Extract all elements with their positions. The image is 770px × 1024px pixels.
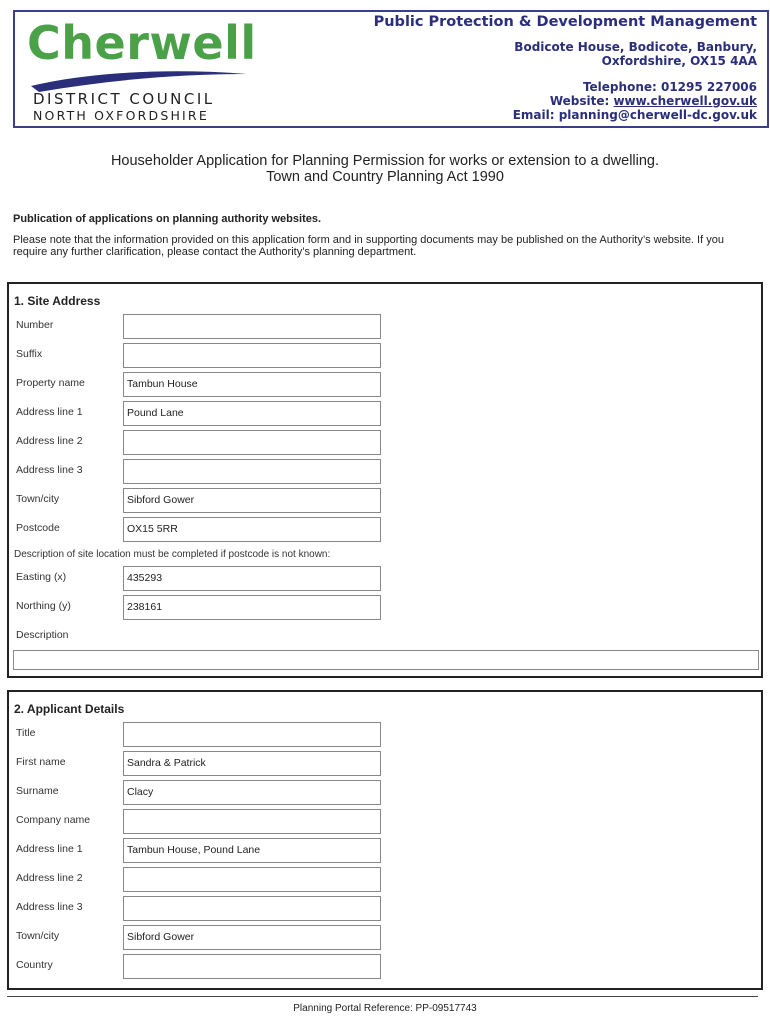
applicant-address-line-2-field[interactable] <box>123 867 381 892</box>
description-field[interactable] <box>13 650 759 670</box>
address-line-1: Bodicote House, Bodicote, Banbury, <box>514 40 757 54</box>
form-row <box>9 314 761 339</box>
cherwell-logo: Cherwell <box>27 16 257 70</box>
applicant-address-line-1-field[interactable]: Tambun House, Pound Lane <box>123 838 381 863</box>
field-label: Town/city <box>16 930 60 942</box>
easting-field[interactable]: 435293 <box>123 566 381 591</box>
form-row <box>9 954 761 979</box>
address-line-3-field[interactable] <box>123 459 381 484</box>
form-row <box>9 595 761 620</box>
field-label: Address line 3 <box>16 464 83 476</box>
email[interactable]: Email: planning@cherwell-dc.gov.uk <box>512 108 757 122</box>
form-row <box>9 566 761 591</box>
field-label: Easting (x) <box>16 571 67 583</box>
number-field[interactable] <box>123 314 381 339</box>
field-label: Northing (y) <box>16 600 71 612</box>
field-label: Address line 1 <box>16 843 83 855</box>
council-name: DISTRICT COUNCIL <box>33 90 215 108</box>
council-region: NORTH OXFORDSHIRE <box>33 108 209 123</box>
publication-heading: Publication of applications on planning authority websites. <box>13 213 322 225</box>
form-row <box>9 896 761 921</box>
form-row <box>9 430 761 455</box>
field-label: Town/city <box>16 493 60 505</box>
field-label: Property name <box>16 377 85 389</box>
suffix-field[interactable] <box>123 343 381 368</box>
form-row <box>9 722 761 747</box>
town-city-field[interactable]: Sibford Gower <box>123 488 381 513</box>
publication-text: Please note that the information provided on this application form and in supporting documents may be published on the Authority’s website. If you require any further clarification, please contact the Authority’s planning department. <box>13 234 724 258</box>
applicant-address-line-3-field[interactable] <box>123 896 381 921</box>
section-heading: 2. Applicant Details <box>14 702 125 716</box>
form-row <box>9 517 761 542</box>
first-name-field[interactable]: Sandra & Patrick <box>123 751 381 776</box>
form-act: Town and Country Planning Act 1990 <box>266 169 504 185</box>
field-label: Address line 3 <box>16 901 83 913</box>
website-line <box>550 94 757 108</box>
surname-field[interactable]: Clacy <box>123 780 381 805</box>
form-row <box>9 401 761 426</box>
footer-divider <box>7 996 758 997</box>
form-row <box>9 343 761 368</box>
location-note: Description of site location must be completed if postcode is not known: <box>14 549 331 560</box>
website-link[interactable]: www.cherwell.gov.uk <box>613 94 757 108</box>
form-row <box>9 751 761 776</box>
site-address-section <box>7 282 763 678</box>
department-title: Public Protection & Development Management <box>373 14 757 30</box>
form-row <box>9 838 761 863</box>
telephone: Telephone: 01295 227006 <box>582 80 757 94</box>
postcode-field[interactable]: OX15 5RR <box>123 517 381 542</box>
form-row <box>9 372 761 397</box>
address-line-2-field[interactable] <box>123 430 381 455</box>
field-label: Postcode <box>16 522 60 534</box>
council-header <box>13 10 769 128</box>
field-label: First name <box>16 756 66 768</box>
portal-reference: Planning Portal Reference: PP-09517743 <box>293 1003 477 1014</box>
applicant-details-section <box>7 690 763 990</box>
form-row <box>9 809 761 834</box>
form-title: Householder Application for Planning Permission for works or extension to a dwelling. <box>110 153 660 169</box>
field-label: Number <box>16 319 54 331</box>
country-field[interactable] <box>123 954 381 979</box>
form-row <box>9 488 761 513</box>
form-row <box>9 459 761 484</box>
form-row <box>9 780 761 805</box>
field-label: Title <box>16 727 36 739</box>
field-label: Address line 2 <box>16 435 83 447</box>
form-row <box>9 867 761 892</box>
form-row <box>9 624 761 649</box>
field-label: Surname <box>16 785 59 797</box>
field-label: Country <box>16 959 53 971</box>
title-field[interactable] <box>123 722 381 747</box>
property-name-field[interactable]: Tambun House <box>123 372 381 397</box>
website-label: Website: <box>549 94 614 108</box>
field-label: Company name <box>16 814 91 826</box>
address-line-1-field[interactable]: Pound Lane <box>123 401 381 426</box>
section-heading: 1. Site Address <box>14 294 101 308</box>
address-line-2: Oxfordshire, OX15 4AA <box>601 54 757 68</box>
form-row <box>9 925 761 950</box>
field-label: Address line 2 <box>16 872 83 884</box>
northing-field[interactable]: 238161 <box>123 595 381 620</box>
field-label: Address line 1 <box>16 406 83 418</box>
applicant-town-city-field[interactable]: Sibford Gower <box>123 925 381 950</box>
field-label: Suffix <box>16 348 43 360</box>
field-label: Description <box>16 629 69 641</box>
company-name-field[interactable] <box>123 809 381 834</box>
